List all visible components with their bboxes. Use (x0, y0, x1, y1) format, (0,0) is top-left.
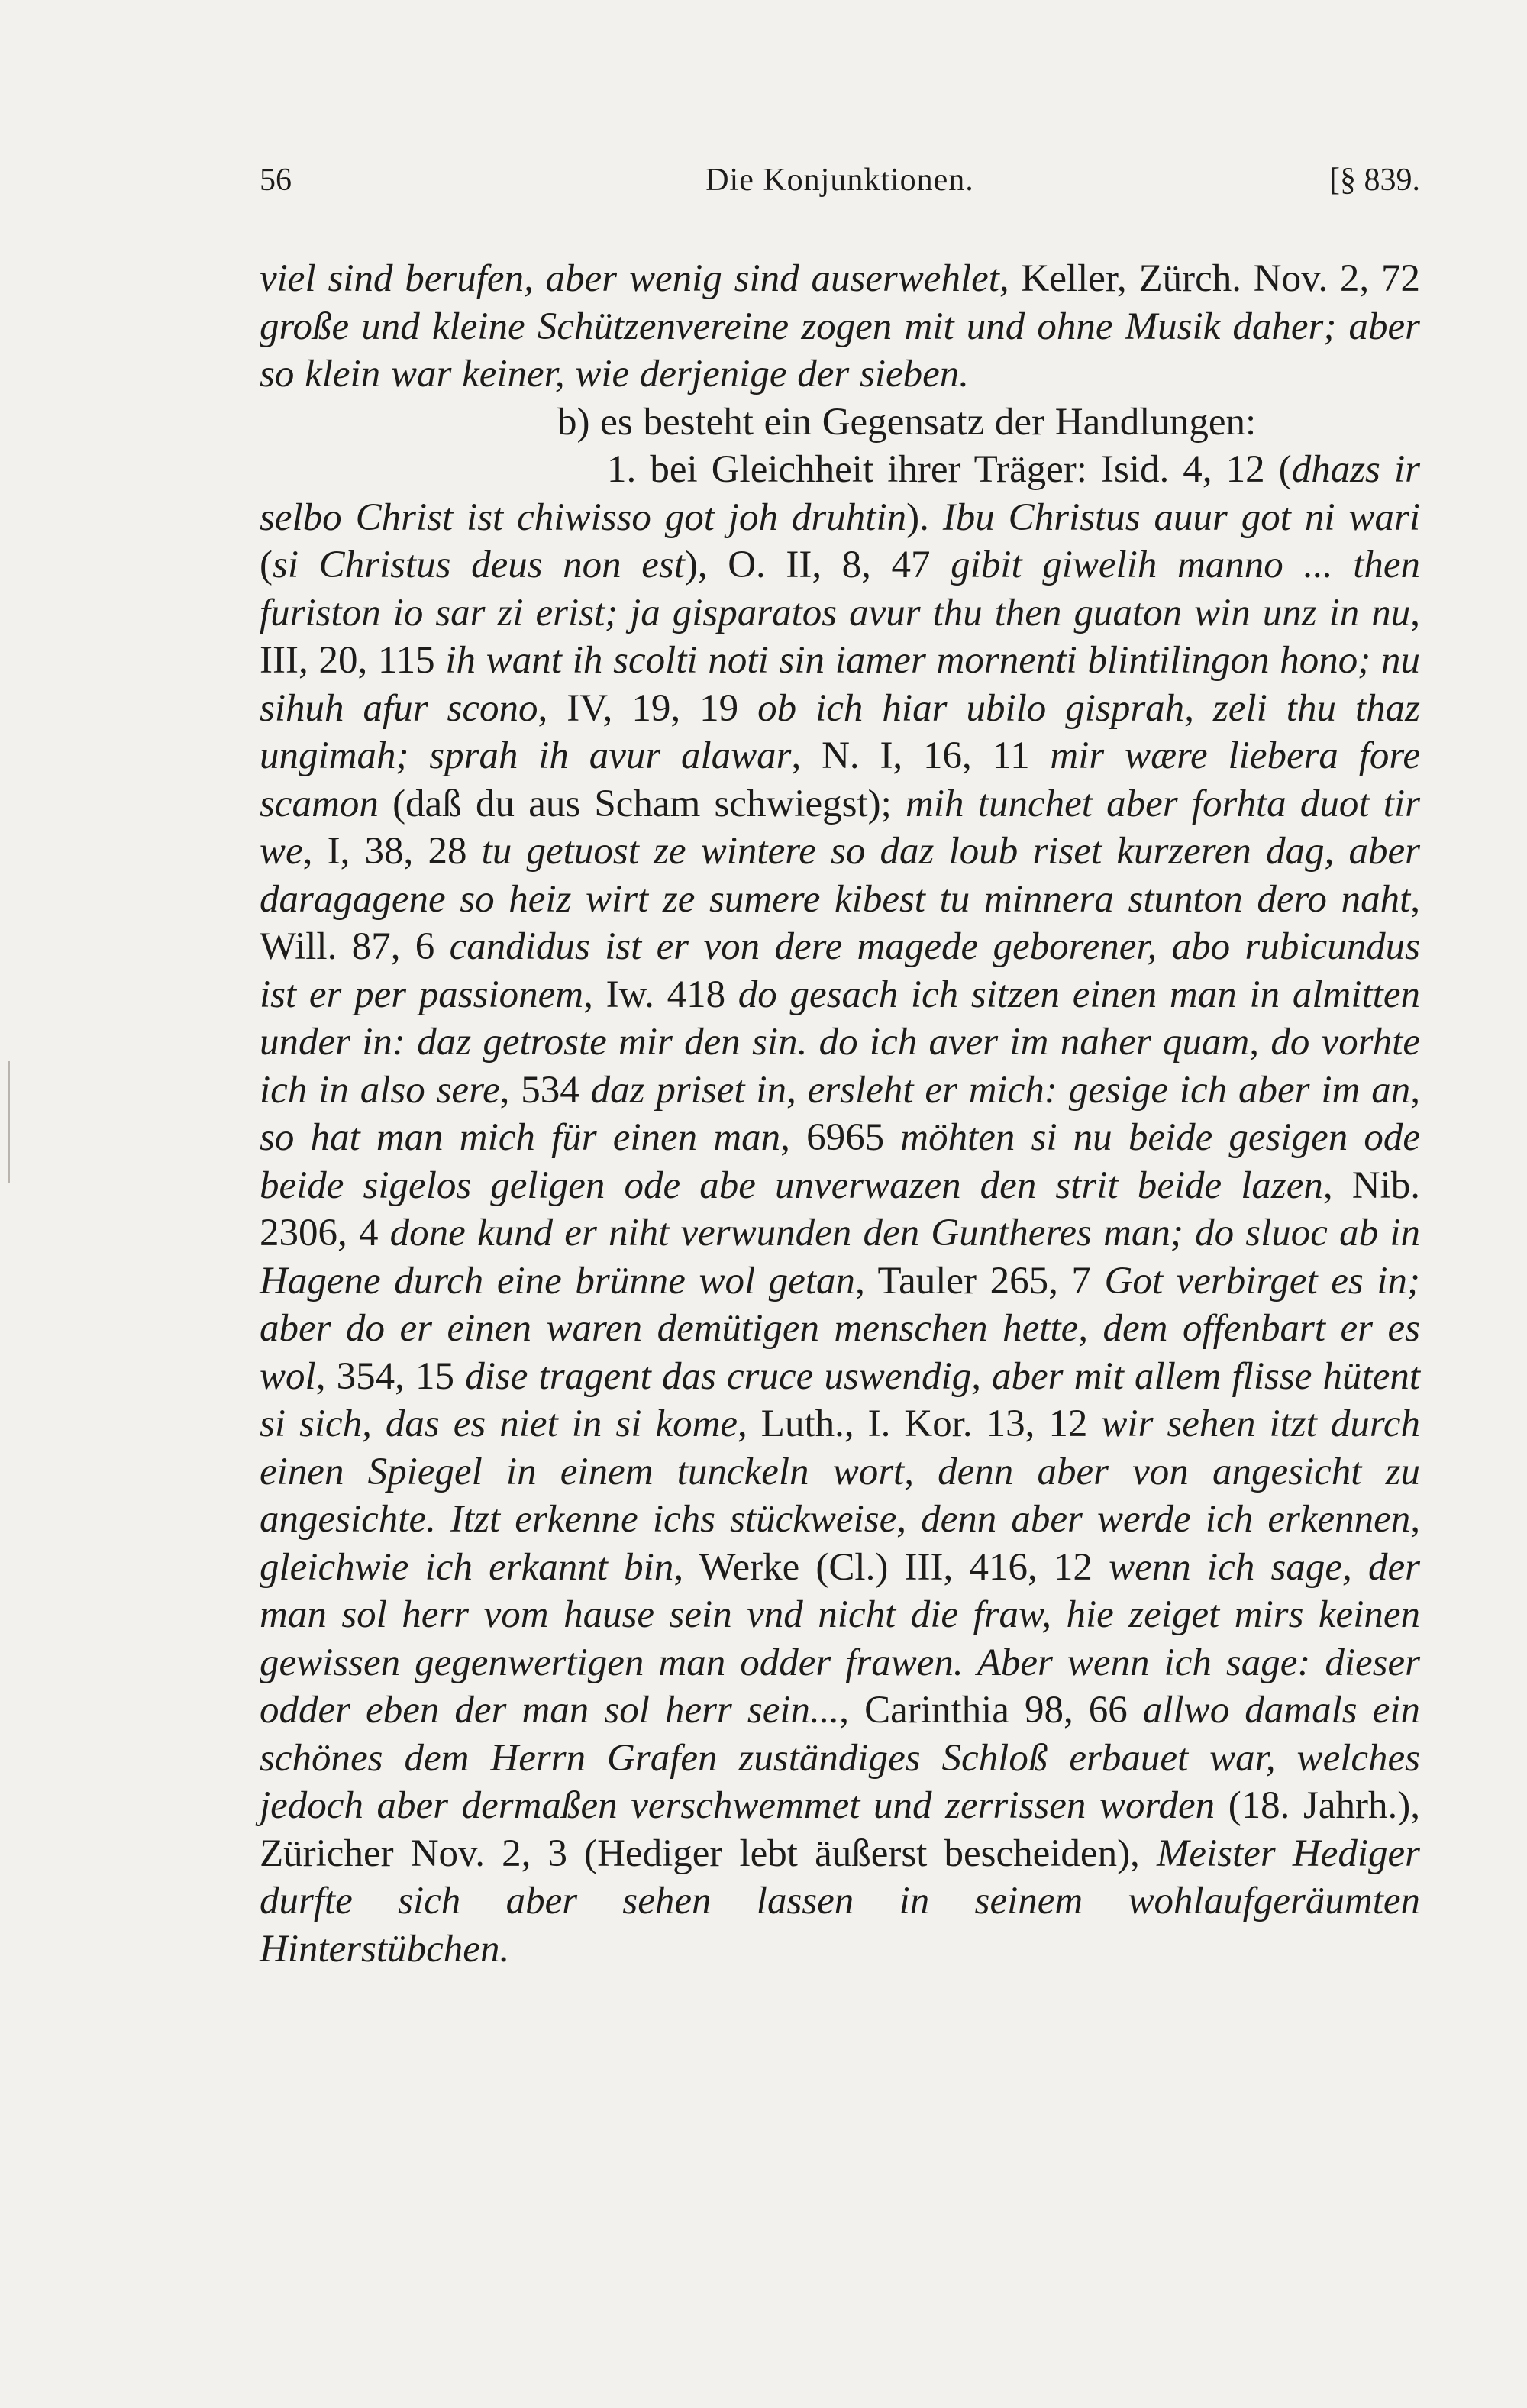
quoted-example: gibit giwelih manno ... then furiston io sar zi erist; ja gisparatos avur thu then guaton win unz in nu (260, 544, 1421, 634)
citation-text: , Nib. 2306, 4 (260, 1164, 1420, 1254)
citation-text: ( (260, 544, 273, 586)
running-title: Die Konjunktionen. (705, 163, 974, 198)
quoted-example: Got verbirget es in; aber do er einen waren demütigen menschen hette, dem offenbart er es wol (260, 1259, 1420, 1398)
citation-text: , 6965 (780, 1116, 901, 1159)
citation-text: ), O. II, 8, 47 (684, 544, 951, 586)
citation-text: , Werke (Cl.) III, 416, 12 (673, 1545, 1109, 1589)
citation-text: , 534 (499, 1068, 591, 1112)
quoted-example: daz priset in, ersleht er mich: gesige ich aber im an, so hat man mich für einen man (260, 1068, 1420, 1159)
citation-text: , I, 38, 28 (302, 830, 482, 873)
quoted-example: wenn ich sage, der man sol herr vom hause sein vnd nicht die fraw, hie zeiget mirs keinen gewissen gegenwertigen man odder frawen. Aber wenn ich sage: dieser odder eben der man sol herr sein... (260, 1545, 1420, 1732)
quoted-example: mih tunchet aber forhta duot tir we (260, 782, 1420, 873)
citation-text: , Will. 87, 6 (260, 877, 1420, 968)
body-text (260, 255, 1420, 1973)
paragraph (260, 255, 1420, 399)
citation-text: , III, 20, 115 (260, 591, 1420, 682)
quoted-example: Ibu Christus auur got ni wari (942, 495, 1420, 539)
quoted-example: mir wære liebera fore scamon (260, 734, 1420, 825)
page-number: 56 (260, 163, 292, 198)
quoted-example: tu getuost ze wintere so daz loub riset kurzeren dag, aber daragagene so heiz wirt ze sumere kibest tu minnera stunton dero naht (260, 830, 1420, 921)
citation-text: , IV, 19, 19 (538, 686, 758, 730)
quoted-example: allwo damals ein schönes dem Herrn Grafen zuständiges Schloß erbauet war, welches jedoch aber dermaßen verschwemmet und zerrissen worden (260, 1689, 1420, 1827)
citation-text: , 354, 15 (315, 1354, 466, 1398)
quoted-example: ih want ih scolti noti sin iamer mornenti blintilingon hono; nu sihuh afur scono (260, 639, 1420, 730)
quoted-example: candidus ist er von dere magede geborener, abo rubicundus ist er per passionem (260, 925, 1420, 1016)
quoted-example: done kund er niht verwunden den Guntheres man; do sluoc ab in Hagene durch eine brünne wol getan (260, 1212, 1420, 1302)
citation-text: , Keller, Zürch. Nov. 2, 72 (999, 257, 1420, 300)
citation-text: , Iw. 418 (583, 973, 738, 1016)
paragraph (260, 399, 1420, 447)
quoted-example: Meister Hediger durfte sich aber sehen lassen in seinem wohlaufgeräumten Hinterstübchen. (260, 1832, 1420, 1971)
quoted-example: große und kleine Schützenvereine zogen mit und ohne Musik daher; aber so klein war keiner, wie derjenige der sieben. (260, 305, 1420, 395)
quoted-example: do gesach ich sitzen einen man in almitten under in: daz getroste mir den sin. do ich aver im naher quam, do vorhte ich in also sere (260, 973, 1420, 1112)
citation-text: (daß du aus Scham schwiegst); (378, 782, 906, 825)
quoted-example: viel sind berufen, aber wenig sind auserwehlet (260, 257, 999, 300)
citation-text: b) es besteht ein Gegensatz der Handlungen: (557, 400, 1257, 444)
citation-text: 1. bei Gleichheit ihrer Träger: Isid. 4, 12 ( (607, 448, 1292, 491)
margin-scan-mark (8, 1061, 10, 1183)
running-header (260, 162, 1420, 208)
quoted-example: dise tragent das cruce uswendig, aber mit allem flisse hütent si sich, das es niet in si kome (260, 1354, 1420, 1445)
citation-text: , Carinthia 98, 66 (839, 1689, 1143, 1732)
section-number: [§ 839. (1329, 163, 1420, 198)
paragraph (260, 446, 1420, 1973)
quoted-example: wir sehen itzt durch einen Spiegel in einem tunckeln wort, denn aber von angesicht zu angesichte. Itzt erkenne ichs stückweise, denn aber werde ich erkennen, gleichwie ich erkannt bin (260, 1403, 1421, 1589)
citation-text: ). (906, 495, 943, 539)
quoted-example: si Christus deus non est (272, 544, 685, 586)
citation-text: (18. Jahrh.), Züricher Nov. 2, 3 (Hediger lebt äußerst bescheiden), (260, 1784, 1420, 1875)
quoted-example: ob ich hiar ubilo gisprah, zeli thu thaz ungimah; sprah ih avur alawar (260, 686, 1420, 777)
citation-text: , N. I, 16, 11 (791, 734, 1051, 777)
citation-text: , Tauler 265, 7 (855, 1259, 1105, 1302)
quoted-example: dhazs ir selbo Christ ist chiwisso got joh druhtin (260, 448, 1420, 539)
quoted-example: möhten si nu beide gesigen ode beide sigelos geligen ode abe unverwazen den strit beide lazen (260, 1116, 1420, 1207)
citation-text: , Luth., I. Kor. 13, 12 (738, 1403, 1102, 1445)
